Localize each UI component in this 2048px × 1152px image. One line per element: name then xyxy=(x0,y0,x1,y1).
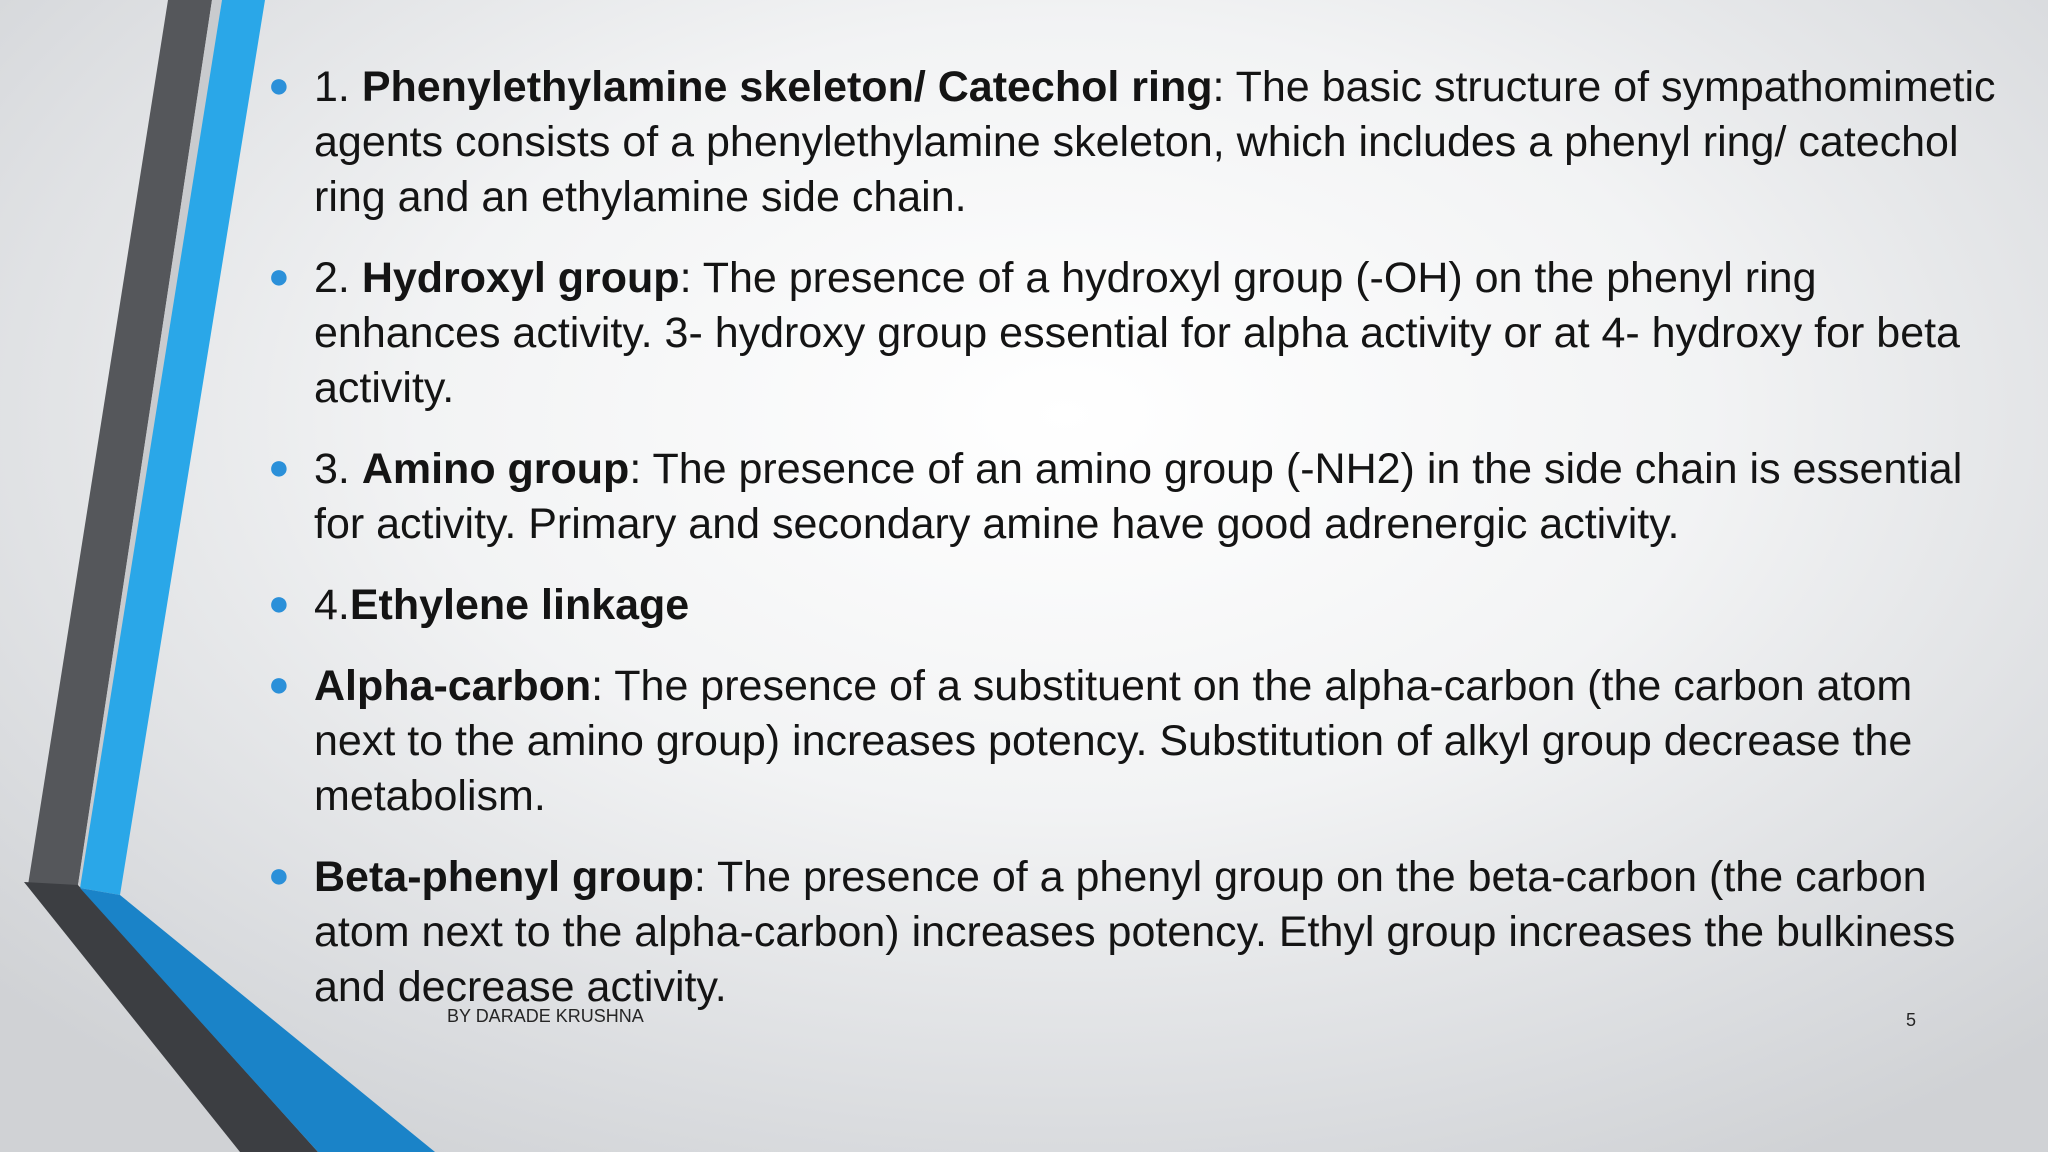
bullet-dot-icon: ● xyxy=(268,582,290,623)
bullet-item xyxy=(264,578,2004,633)
bullet-item xyxy=(264,60,2004,225)
bullet-dot-icon: ● xyxy=(268,64,290,105)
bullet-term: Phenylethylamine skeleton/ Catechol ring xyxy=(361,63,1213,111)
bullet-term: Beta-phenyl group xyxy=(314,853,694,901)
bullet-term: Amino group xyxy=(361,445,630,493)
bullet-text: : The basic structure of sympathomimetic agents consists of a phenylethylamine skeleton, which includes a phenyl ring/ catechol ring and an ethylamine side chain. xyxy=(314,63,1996,221)
bullet-dot-icon: ● xyxy=(268,255,290,296)
bullet-prefix: 1. xyxy=(314,63,362,111)
bullet-prefix: 2. xyxy=(314,254,362,302)
slide-content xyxy=(264,60,2004,1041)
bullet-item xyxy=(264,659,2004,824)
bullet-dot-icon: ● xyxy=(268,663,290,704)
bullet-term: Alpha-carbon xyxy=(314,662,592,710)
bullet-item xyxy=(264,850,2004,1015)
bullet-text: : The presence of a phenyl group on the beta-carbon (the carbon atom next to the alpha-carbon) increases potency. Ethyl group increases the bulkiness and decrease activity. xyxy=(314,853,1956,1011)
bullet-text: : The presence of a substituent on the alpha-carbon (the carbon atom next to the amino group) increases potency. Substitution of alkyl group decrease the metabolism. xyxy=(314,662,1913,820)
bullet-term: Ethylene linkage xyxy=(349,581,690,629)
bullet-text: : The presence of a hydroxyl group (-OH) on the phenyl ring enhances activity. 3- hydroxy group essential for alpha activity or at 4- hydroxy for beta activity. xyxy=(314,254,1960,412)
bullet-prefix: 3. xyxy=(314,445,362,493)
page-number: 5 xyxy=(1906,1010,1917,1030)
bullet-dot-icon: ● xyxy=(268,446,290,487)
bullet-dot-icon: ● xyxy=(268,854,290,895)
bullet-text: : The presence of an amino group (-NH2) in the side chain is essential for activity. Primary and secondary amine have good adrenergic activity. xyxy=(314,445,1963,548)
footer-author: BY DARADE KRUSHNA xyxy=(447,1006,644,1026)
bullet-list xyxy=(264,60,2004,1015)
bullet-item xyxy=(264,442,2004,552)
bullet-prefix: 4. xyxy=(314,581,350,629)
bullet-term: Hydroxyl group xyxy=(361,254,680,302)
bullet-item xyxy=(264,251,2004,416)
